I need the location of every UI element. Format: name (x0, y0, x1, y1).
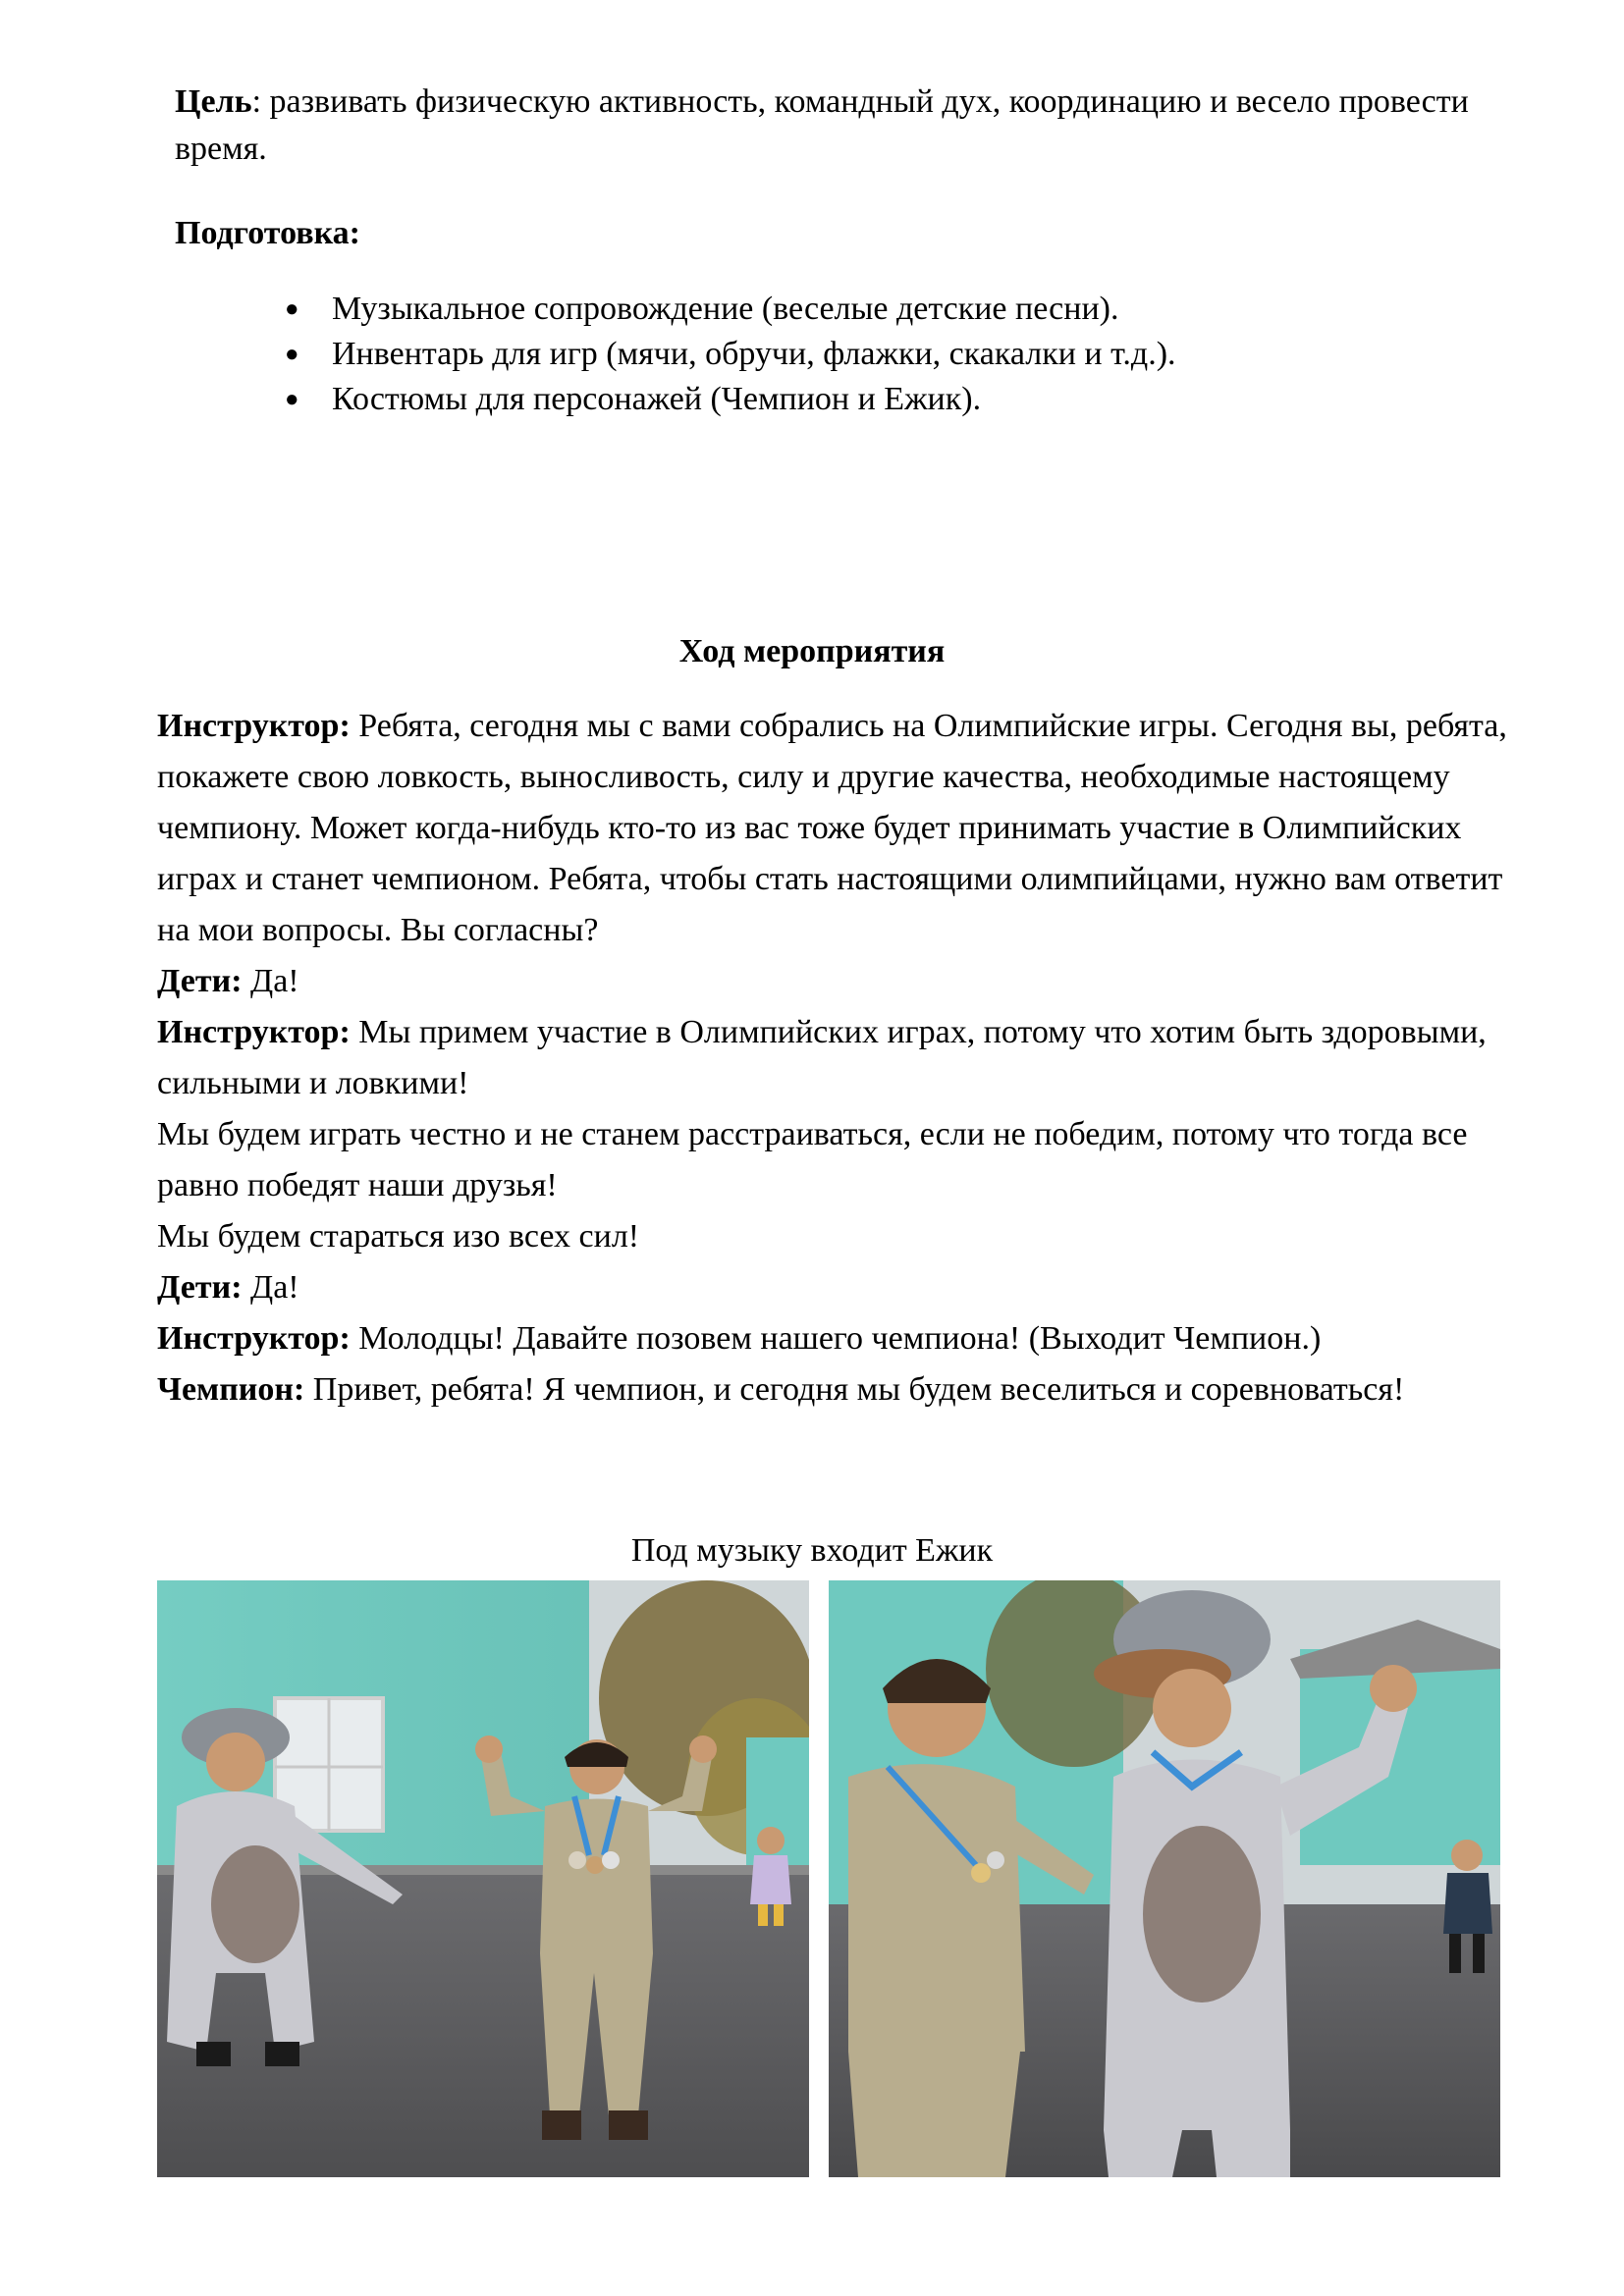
dialog-text: Да! (242, 963, 299, 999)
speaker-label: Дети: (157, 963, 243, 999)
dialog-section (157, 701, 1512, 1415)
dialog-text: Ребята, сегодня мы с вами собрались на Олимпийские игры. Сегодня вы, ребята, покажете свою ловкость, выносливость, силу и другие качества, необходимые настоящему чемпиону. Может когда-нибудь кто-то из вас тоже будет принимать участие в Олимпийских играх и станет чемпионом. Ребята, чтобы стать настоящими олимпийцами, нужно вам ответит на мои вопросы. Вы согласны? (157, 708, 1507, 948)
dialog-line (157, 1211, 1512, 1262)
dialog-line (157, 701, 1512, 956)
dialog-text: Привет, ребята! Я чемпион, и сегодня мы будем веселиться и соревноваться! (304, 1371, 1405, 1408)
list-item-text: Музыкальное сопровождение (веселые детские песни). (332, 291, 1119, 327)
photo-illustration (829, 1580, 1500, 2177)
goal-paragraph (175, 79, 1530, 173)
list-item-text: Инвентарь для игр (мячи, обручи, флажки, скакалки и т.д.). (332, 336, 1176, 372)
speaker-label: Дети: (157, 1269, 243, 1306)
list-item (275, 377, 1176, 422)
speaker-label: Инструктор: (157, 1320, 351, 1357)
dialog-text: Мы будем стараться изо всех сил! (157, 1218, 640, 1255)
dialog-line (157, 1007, 1512, 1109)
photo-hedgehog-and-champion (157, 1580, 809, 2177)
goal-text: : развивать физическую активность, командный дух, координацию и весело провести время. (175, 83, 1469, 167)
list-item (275, 332, 1176, 377)
dialog-text: Мы будем играть честно и не станем расстраиваться, если не победим, потому что тогда все равно победят наши друзья! (157, 1116, 1468, 1203)
preparation-title: Подготовка: (175, 215, 360, 251)
bullet-icon: ● (285, 296, 299, 322)
photo-caption: Под музыку входит Ежик (630, 1532, 994, 1569)
goal-label: Цель (175, 83, 252, 120)
section-heading: Ход мероприятия (678, 633, 946, 669)
dialog-line (157, 1262, 1512, 1313)
speaker-label: Инструктор: (157, 1014, 351, 1050)
speaker-label: Инструктор: (157, 708, 351, 744)
dialog-text: Да! (242, 1269, 299, 1306)
dialog-line (157, 1109, 1512, 1211)
list-item-text: Костюмы для персонажей (Чемпион и Ежик). (332, 381, 982, 417)
dialog-line (157, 956, 1512, 1007)
dialog-line (157, 1364, 1512, 1415)
dialog-text: Молодцы! Давайте позовем нашего чемпиона! (Выходит Чемпион.) (350, 1320, 1322, 1357)
dialog-text: Мы примем участие в Олимпийских играх, потому что хотим быть здоровыми, сильными и ловкими! (157, 1014, 1487, 1101)
bullet-icon: ● (285, 342, 299, 367)
preparation-list (275, 287, 1176, 422)
list-item (275, 287, 1176, 332)
dialog-line (157, 1313, 1512, 1364)
bullet-icon: ● (285, 387, 299, 412)
photo-illustration (157, 1580, 809, 2177)
photo-medal-ceremony (829, 1580, 1500, 2177)
speaker-label: Чемпион: (157, 1371, 305, 1408)
